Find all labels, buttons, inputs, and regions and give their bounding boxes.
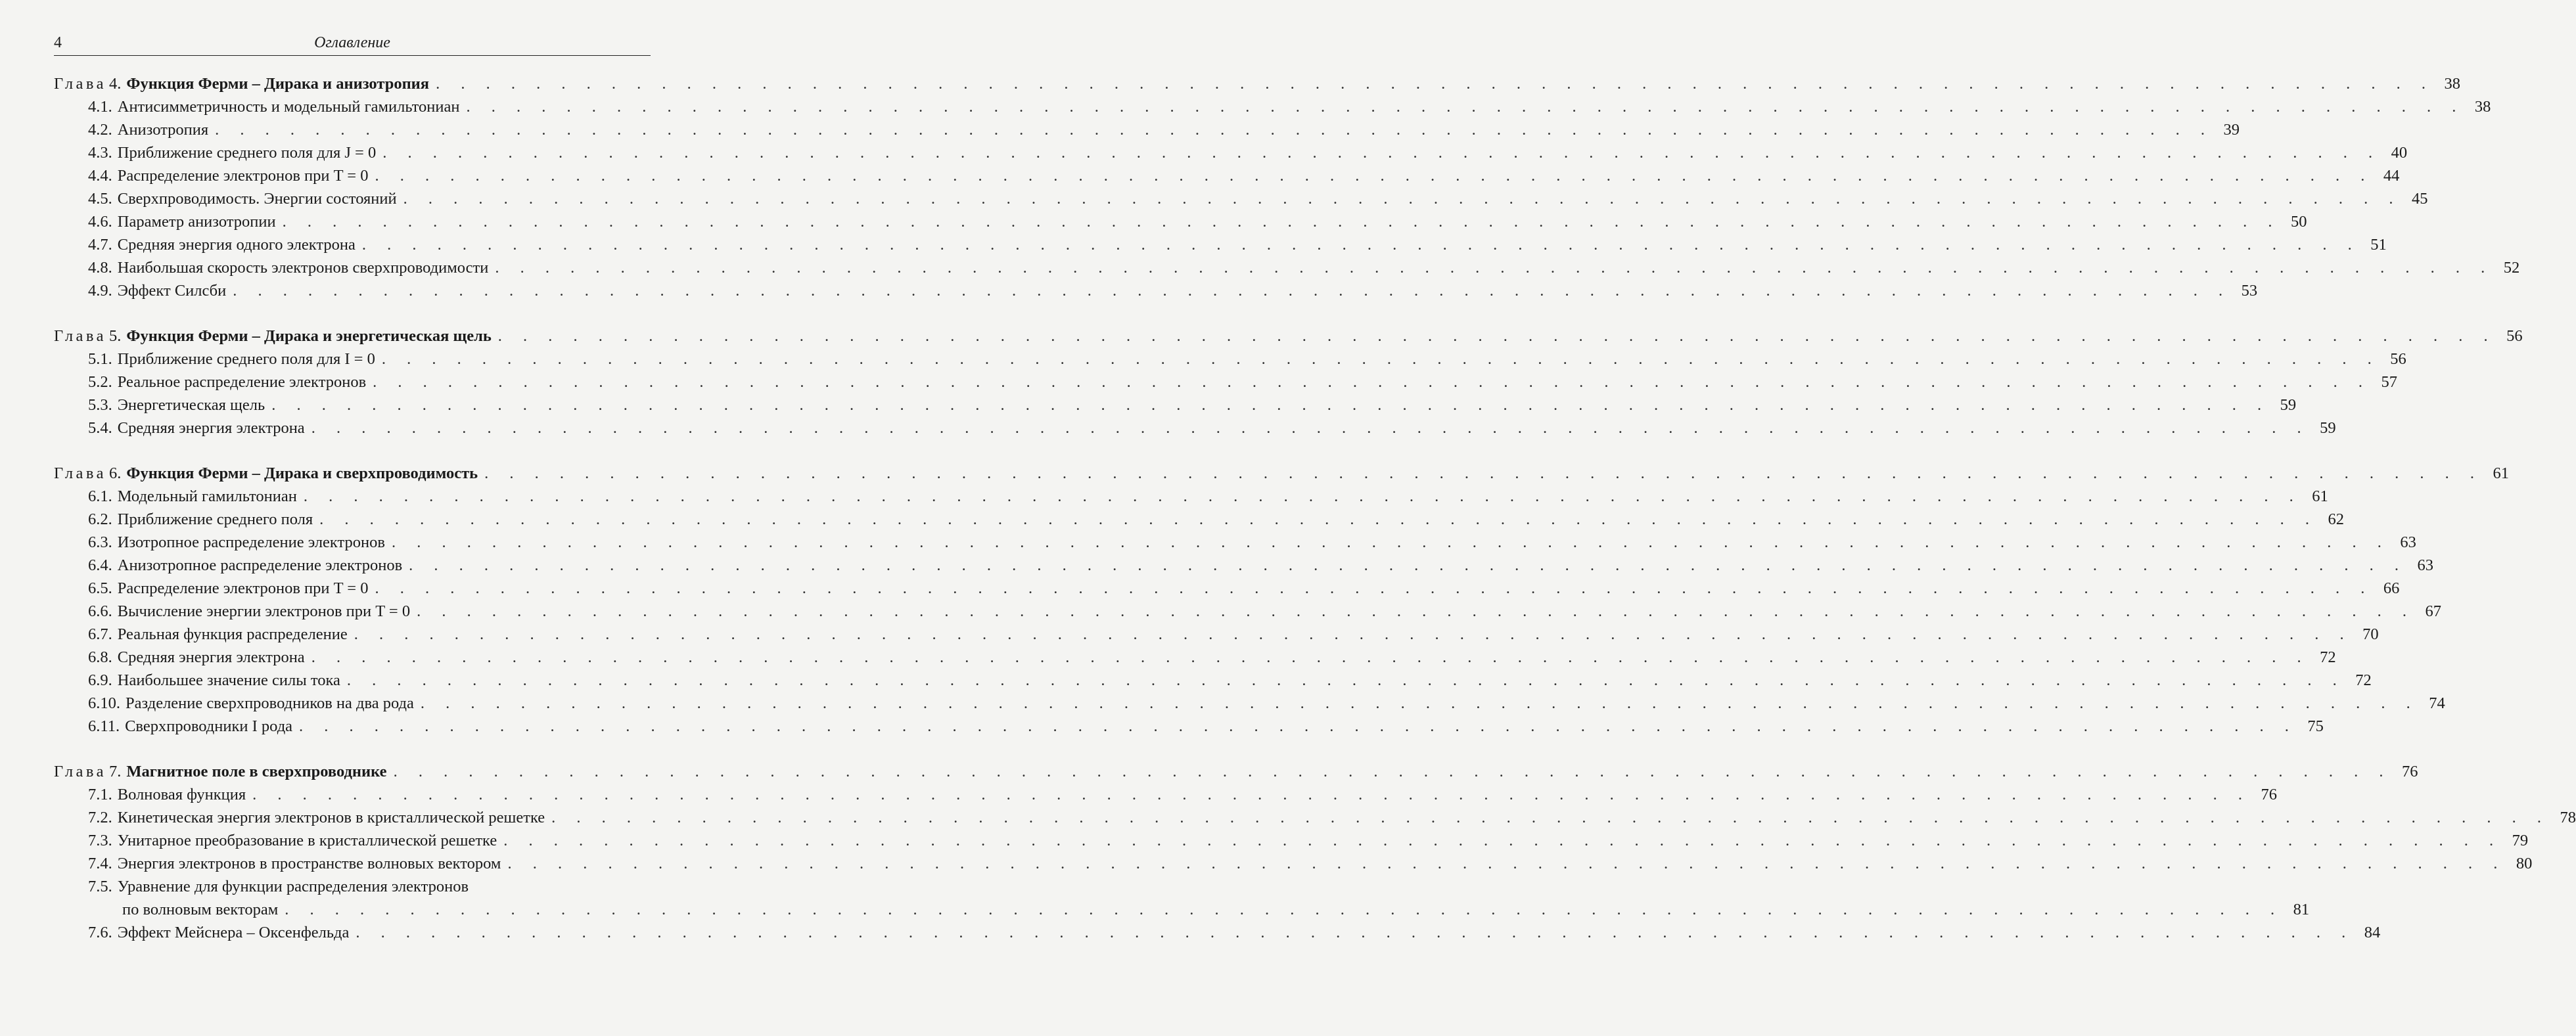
section-title: Вычисление энергии электронов при T = 0 <box>117 602 411 620</box>
table-of-contents <box>54 72 2576 966</box>
chapter-number: 5. <box>109 327 122 345</box>
toc-section-entry[interactable] <box>54 646 2336 669</box>
chapter-prefix: Глава <box>54 75 107 93</box>
chapter-block <box>54 462 2509 738</box>
section-page: 40 <box>2391 144 2408 162</box>
section-page: 39 <box>2223 121 2240 139</box>
section-number: 6.8. <box>88 648 112 666</box>
chapter-block <box>54 760 2576 944</box>
section-number: 5.3. <box>88 396 112 414</box>
dot-leader: . . . . . . . . . . . . . . . . . . . . . . . . . . . . . . . . . . . . . . . . . . . . . . . . . . . . . . . . . . . . . . . . . . . . . . . . . . . . . . . . <box>393 763 2392 780</box>
toc-chapter-entry[interactable] <box>54 462 2509 485</box>
toc-section-continuation[interactable] <box>54 898 2310 921</box>
section-title: Унитарное преобразование в кристаллической решетке <box>117 832 497 849</box>
section-page: 72 <box>2355 671 2372 689</box>
toc-section-entry[interactable] <box>54 348 2406 371</box>
dot-leader: . . . . . . . . . . . . . . . . . . . . . . . . . . . . . . . . . . . . . . . . . . . . . . . . . . . . . . . . . . . . . . . . . . . . . . . . . . . . . . . . <box>311 419 2310 437</box>
section-title: Реальное распределение электронов <box>117 373 367 391</box>
section-number: 5.2. <box>88 373 112 391</box>
dot-leader: . . . . . . . . . . . . . . . . . . . . . . . . . . . . . . . . . . . . . . . . . . . . . . . . . . . . . . . . . . . . . . . . . . . . . . . . . . . . . . . . <box>282 213 2281 231</box>
section-page: 80 <box>2516 855 2533 872</box>
section-title: Сверхпроводимость. Энергии состояний <box>117 190 397 208</box>
section-page: 78 <box>2560 809 2576 826</box>
toc-chapter-entry[interactable] <box>54 72 2460 95</box>
section-page: 63 <box>2417 556 2434 574</box>
section-number: 6.2. <box>88 510 112 528</box>
dot-leader: . . . . . . . . . . . . . . . . . . . . . . . . . . . . . . . . . . . . . . . . . . . . . . . . . . . . . . . . . . . . . . . . . . . . . . . . . . . . . . . . <box>299 717 2297 735</box>
running-head <box>54 34 651 56</box>
toc-section-entry[interactable] <box>54 95 2491 118</box>
dot-leader: . . . . . . . . . . . . . . . . . . . . . . . . . . . . . . . . . . . . . . . . . . . . . . . . . . . . . . . . . . . . . . . . . . . . . . . . . . . . . . . . <box>417 602 2415 620</box>
section-page: 59 <box>2320 419 2336 437</box>
chapter-number: 6. <box>109 464 122 482</box>
chapter-prefix: Глава <box>54 464 107 482</box>
section-number: 6.7. <box>88 625 112 643</box>
section-title: Волновая функция <box>117 786 246 803</box>
section-number: 6.10. <box>88 694 120 712</box>
chapter-number: 7. <box>109 763 122 780</box>
dot-leader: . . . . . . . . . . . . . . . . . . . . . . . . . . . . . . . . . . . . . . . . . . . . . . . . . . . . . . . . . . . . . . . . . . . . . . . . . . . . . . . . <box>252 786 2251 803</box>
section-number: 4.5. <box>88 190 112 208</box>
section-page: 67 <box>2425 602 2441 620</box>
section-page: 72 <box>2320 648 2336 666</box>
section-page: 52 <box>2503 259 2520 277</box>
section-number: 4.9. <box>88 282 112 300</box>
section-title: Модельный гамильтониан <box>117 487 297 505</box>
dot-leader: . . . . . . . . . . . . . . . . . . . . . . . . . . . . . . . . . . . . . . . . . . . . . . . . . . . . . . . . . . . . . . . . . . . . . . . . . . . . . . . . <box>303 487 2302 505</box>
dot-leader: . . . . . . . . . . . . . . . . . . . . . . . . . . . . . . . . . . . . . . . . . . . . . . . . . . . . . . . . . . . . . . . . . . . . . . . . . . . . . . . . <box>436 75 2434 93</box>
chapter-prefix: Глава <box>54 327 107 345</box>
toc-section-entry[interactable] <box>54 141 2408 164</box>
section-title: Анизотропное распределение электронов <box>117 556 403 574</box>
section-page: 76 <box>2261 786 2278 803</box>
toc-section-entry[interactable] <box>54 783 2278 806</box>
section-title: Анизотропия <box>117 121 209 139</box>
toc-section-entry[interactable] <box>54 531 2416 554</box>
section-title: Реальная функция распределение <box>117 625 348 643</box>
toc-section-entry[interactable] <box>54 371 2398 394</box>
toc-section-entry[interactable] <box>54 394 2297 417</box>
toc-section-entry[interactable] <box>54 669 2372 692</box>
running-title: Оглавление <box>314 34 390 51</box>
section-title: Сверхпроводники I рода <box>125 717 293 735</box>
dot-leader: . . . . . . . . . . . . . . . . . . . . . . . . . . . . . . . . . . . . . . . . . . . . . . . . . . . . . . . . . . . . . . . . . . . . . . . . . . . . . . . . <box>484 464 2483 482</box>
section-page: 63 <box>2400 533 2416 551</box>
toc-section-entry[interactable] <box>54 210 2307 233</box>
section-title: Средняя энергия электрона <box>117 648 305 666</box>
dot-leader: . . . . . . . . . . . . . . . . . . . . . . . . . . . . . . . . . . . . . . . . . . . . . . . . . . . . . . . . . . . . . . . . . . . . . . . . . . . . . . . . <box>466 98 2465 116</box>
dot-leader: . . . . . . . . . . . . . . . . . . . . . . . . . . . . . . . . . . . . . . . . . . . . . . . . . . . . . . . . . . . . . . . . . . . . . . . . . . . . . . . . <box>373 373 2372 391</box>
toc-section-entry[interactable] <box>54 485 2328 508</box>
toc-section-entry[interactable] <box>54 806 2576 829</box>
section-number: 6.11. <box>88 717 120 735</box>
section-number: 6.3. <box>88 533 112 551</box>
toc-section-entry[interactable] <box>54 852 2533 875</box>
section-title: Средняя энергия одного электрона <box>117 236 356 254</box>
section-number: 4.8. <box>88 259 112 277</box>
section-title: Приближение среднего поля для J = 0 <box>117 144 377 162</box>
section-page: 62 <box>2328 510 2345 528</box>
toc-section-entry[interactable] <box>54 623 2379 646</box>
section-number: 6.5. <box>88 579 112 597</box>
section-page: 45 <box>2411 190 2428 208</box>
section-title: Распределение электронов при T = 0 <box>117 167 369 185</box>
toc-section-entry[interactable] <box>54 118 2240 141</box>
chapter-number: 4. <box>109 75 122 93</box>
dot-leader: . . . . . . . . . . . . . . . . . . . . . . . . . . . . . . . . . . . . . . . . . . . . . . . . . . . . . . . . . . . . . . . . . . . . . . . . . . . . . . . . <box>319 510 2318 528</box>
section-number: 7.4. <box>88 855 112 872</box>
chapter-prefix: Глава <box>54 763 107 780</box>
toc-section-entry[interactable] <box>54 875 651 898</box>
section-number: 4.3. <box>88 144 112 162</box>
section-page: 44 <box>2383 167 2400 185</box>
toc-section-entry[interactable] <box>54 600 2441 623</box>
section-page: 53 <box>2241 282 2258 300</box>
section-page: 75 <box>2307 717 2324 735</box>
dot-leader: . . . . . . . . . . . . . . . . . . . . . . . . . . . . . . . . . . . . . . . . . . . . . . . . . . . . . . . . . . . . . . . . . . . . . . . . . . . . . . . . <box>375 579 2374 597</box>
section-title-continued: по волновым векторам <box>122 901 279 918</box>
section-title: Приближение среднего поля <box>117 510 313 528</box>
dot-leader: . . . . . . . . . . . . . . . . . . . . . . . . . . . . . . . . . . . . . . . . . . . . . . . . . . . . . . . . . . . . . . . . . . . . . . . . . . . . . . . . <box>346 671 2345 689</box>
toc-section-entry[interactable] <box>54 508 2345 531</box>
section-number: 5.1. <box>88 350 112 368</box>
dot-leader: . . . . . . . . . . . . . . . . . . . . . . . . . . . . . . . . . . . . . . . . . . . . . . . . . . . . . . . . . . . . . . . . . . . . . . . . . . . . . . . . <box>495 259 2494 277</box>
chapter-title: Магнитное поле в сверхпроводнике <box>126 763 387 780</box>
dot-leader: . . . . . . . . . . . . . . . . . . . . . . . . . . . . . . . . . . . . . . . . . . . . . . . . . . . . . . . . . . . . . . . . . . . . . . . . . . . . . . . . <box>375 167 2374 185</box>
toc-section-entry[interactable] <box>54 417 2336 439</box>
toc-section-entry[interactable] <box>54 233 2387 256</box>
toc-chapter-entry[interactable] <box>54 760 2418 783</box>
dot-leader: . . . . . . . . . . . . . . . . . . . . . . . . . . . . . . . . . . . . . . . . . . . . . . . . . . . . . . . . . . . . . . . . . . . . . . . . . . . . . . . . <box>381 350 2380 368</box>
toc-section-entry[interactable] <box>54 554 2434 577</box>
toc-section-entry[interactable] <box>54 921 2381 944</box>
section-page: 61 <box>2312 487 2328 505</box>
dot-leader: . . . . . . . . . . . . . . . . . . . . . . . . . . . . . . . . . . . . . . . . . . . . . . . . . . . . . . . . . . . . . . . . . . . . . . . . . . . . . . . . <box>403 190 2402 208</box>
section-number: 4.1. <box>88 98 112 116</box>
dot-leader: . . . . . . . . . . . . . . . . . . . . . . . . . . . . . . . . . . . . . . . . . . . . . . . . . . . . . . . . . . . . . . . . . . . . . . . . . . . . . . . . <box>361 236 2360 254</box>
section-page: 59 <box>2280 396 2297 414</box>
dot-leader: . . . . . . . . . . . . . . . . . . . . . . . . . . . . . . . . . . . . . . . . . . . . . . . . . . . . . . . . . . . . . . . . . . . . . . . . . . . . . . . . <box>311 648 2310 666</box>
dot-leader: . . . . . . . . . . . . . . . . . . . . . . . . . . . . . . . . . . . . . . . . . . . . . . . . . . . . . . . . . . . . . . . . . . . . . . . . . . . . . . . . <box>215 121 2213 139</box>
chapter-block <box>54 72 2520 302</box>
chapter-page: 38 <box>2444 75 2460 93</box>
toc-section-entry[interactable] <box>54 577 2400 600</box>
section-number: 6.1. <box>88 487 112 505</box>
section-page: 57 <box>2381 373 2398 391</box>
section-title: Средняя энергия электрона <box>117 419 305 437</box>
dot-leader: . . . . . . . . . . . . . . . . . . . . . . . . . . . . . . . . . . . . . . . . . . . . . . . . . . . . . . . . . . . . . . . . . . . . . . . . . . . . . . . . <box>409 556 2408 574</box>
dot-leader: . . . . . . . . . . . . . . . . . . . . . . . . . . . . . . . . . . . . . . . . . . . . . . . . . . . . . . . . . . . . . . . . . . . . . . . . . . . . . . . . <box>551 809 2550 826</box>
toc-section-entry[interactable] <box>54 692 2445 715</box>
section-page: 74 <box>2429 694 2445 712</box>
section-page: 84 <box>2364 924 2381 941</box>
toc-section-entry[interactable] <box>54 164 2400 187</box>
chapter-page: 56 <box>2506 327 2523 345</box>
section-page: 51 <box>2370 236 2387 254</box>
chapter-page: 76 <box>2401 763 2418 780</box>
section-page: 56 <box>2390 350 2406 368</box>
section-title: Приближение среднего поля для I = 0 <box>117 350 375 368</box>
dot-leader: . . . . . . . . . . . . . . . . . . . . . . . . . . . . . . . . . . . . . . . . . . . . . . . . . . . . . . . . . . . . . . . . . . . . . . . . . . . . . . . . <box>382 144 2381 162</box>
section-title: Распределение электронов при T = 0 <box>117 579 369 597</box>
toc-section-entry[interactable] <box>54 279 2258 302</box>
section-title: Эффект Мейснера – Оксенфельда <box>117 924 350 941</box>
section-number: 4.2. <box>88 121 112 139</box>
chapter-title: Функция Ферми – Дирака и анизотропия <box>126 75 430 93</box>
section-page: 70 <box>2362 625 2379 643</box>
toc-section-entry[interactable] <box>54 829 2529 852</box>
section-number: 6.9. <box>88 671 112 689</box>
section-number: 7.6. <box>88 924 112 941</box>
section-number: 7.5. <box>88 878 112 895</box>
toc-section-entry[interactable] <box>54 256 2520 279</box>
section-title: Уравнение для функции распределения электронов <box>117 878 469 895</box>
chapter-page: 61 <box>2493 464 2509 482</box>
dot-leader: . . . . . . . . . . . . . . . . . . . . . . . . . . . . . . . . . . . . . . . . . . . . . . . . . . . . . . . . . . . . . . . . . . . . . . . . . . . . . . . . <box>354 625 2353 643</box>
chapter-title: Функция Ферми – Дирака и сверхпроводимость <box>126 464 478 482</box>
section-page: 66 <box>2383 579 2400 597</box>
dot-leader: . . . . . . . . . . . . . . . . . . . . . . . . . . . . . . . . . . . . . . . . . . . . . . . . . . . . . . . . . . . . . . . . . . . . . . . . . . . . . . . . <box>507 855 2506 872</box>
section-number: 5.4. <box>88 419 112 437</box>
section-title: Наибольшее значение силы тока <box>117 671 340 689</box>
dot-leader: . . . . . . . . . . . . . . . . . . . . . . . . . . . . . . . . . . . . . . . . . . . . . . . . . . . . . . . . . . . . . . . . . . . . . . . . . . . . . . . . <box>285 901 2284 918</box>
section-number: 6.6. <box>88 602 112 620</box>
section-number: 7.3. <box>88 832 112 849</box>
section-title: Антисимметричность и модельный гамильтониан <box>117 98 460 116</box>
dot-leader: . . . . . . . . . . . . . . . . . . . . . . . . . . . . . . . . . . . . . . . . . . . . . . . . . . . . . . . . . . . . . . . . . . . . . . . . . . . . . . . . <box>391 533 2390 551</box>
dot-leader: . . . . . . . . . . . . . . . . . . . . . . . . . . . . . . . . . . . . . . . . . . . . . . . . . . . . . . . . . . . . . . . . . . . . . . . . . . . . . . . . <box>233 282 2232 300</box>
toc-section-entry[interactable] <box>54 715 2324 738</box>
section-page: 50 <box>2290 213 2307 231</box>
section-number: 7.1. <box>88 786 112 803</box>
section-number: 4.7. <box>88 236 112 254</box>
section-number: 4.4. <box>88 167 112 185</box>
toc-section-entry[interactable] <box>54 187 2428 210</box>
toc-chapter-entry[interactable] <box>54 325 2523 348</box>
section-title: Энергия электронов в пространстве волновых вектором <box>117 855 501 872</box>
dot-leader: . . . . . . . . . . . . . . . . . . . . . . . . . . . . . . . . . . . . . . . . . . . . . . . . . . . . . . . . . . . . . . . . . . . . . . . . . . . . . . . . <box>420 694 2419 712</box>
page-number: 4 <box>54 34 62 51</box>
dot-leader: . . . . . . . . . . . . . . . . . . . . . . . . . . . . . . . . . . . . . . . . . . . . . . . . . . . . . . . . . . . . . . . . . . . . . . . . . . . . . . . . <box>497 327 2496 345</box>
section-page: 38 <box>2474 98 2491 116</box>
section-title: Разделение сверхпроводников на два рода <box>126 694 414 712</box>
dot-leader: . . . . . . . . . . . . . . . . . . . . . . . . . . . . . . . . . . . . . . . . . . . . . . . . . . . . . . . . . . . . . . . . . . . . . . . . . . . . . . . . <box>271 396 2270 414</box>
section-number: 7.2. <box>88 809 112 826</box>
section-number: 4.6. <box>88 213 112 231</box>
section-page: 81 <box>2293 901 2310 918</box>
chapter-title: Функция Ферми – Дирака и энергетическая щель <box>126 327 492 345</box>
dot-leader: . . . . . . . . . . . . . . . . . . . . . . . . . . . . . . . . . . . . . . . . . . . . . . . . . . . . . . . . . . . . . . . . . . . . . . . . . . . . . . . . <box>356 924 2355 941</box>
dot-leader: . . . . . . . . . . . . . . . . . . . . . . . . . . . . . . . . . . . . . . . . . . . . . . . . . . . . . . . . . . . . . . . . . . . . . . . . . . . . . . . . <box>503 832 2502 849</box>
chapter-block <box>54 325 2523 439</box>
section-title: Эффект Силсби <box>117 282 227 300</box>
section-title: Параметр анизотропии <box>117 213 276 231</box>
section-number: 6.4. <box>88 556 112 574</box>
section-page: 79 <box>2512 832 2529 849</box>
section-title: Энергетическая щель <box>117 396 265 414</box>
section-title: Кинетическая энергия электронов в кристаллической решетке <box>117 809 545 826</box>
section-title: Наибольшая скорость электронов сверхпроводимости <box>117 259 489 277</box>
section-title: Изотропное распределение электронов <box>117 533 385 551</box>
